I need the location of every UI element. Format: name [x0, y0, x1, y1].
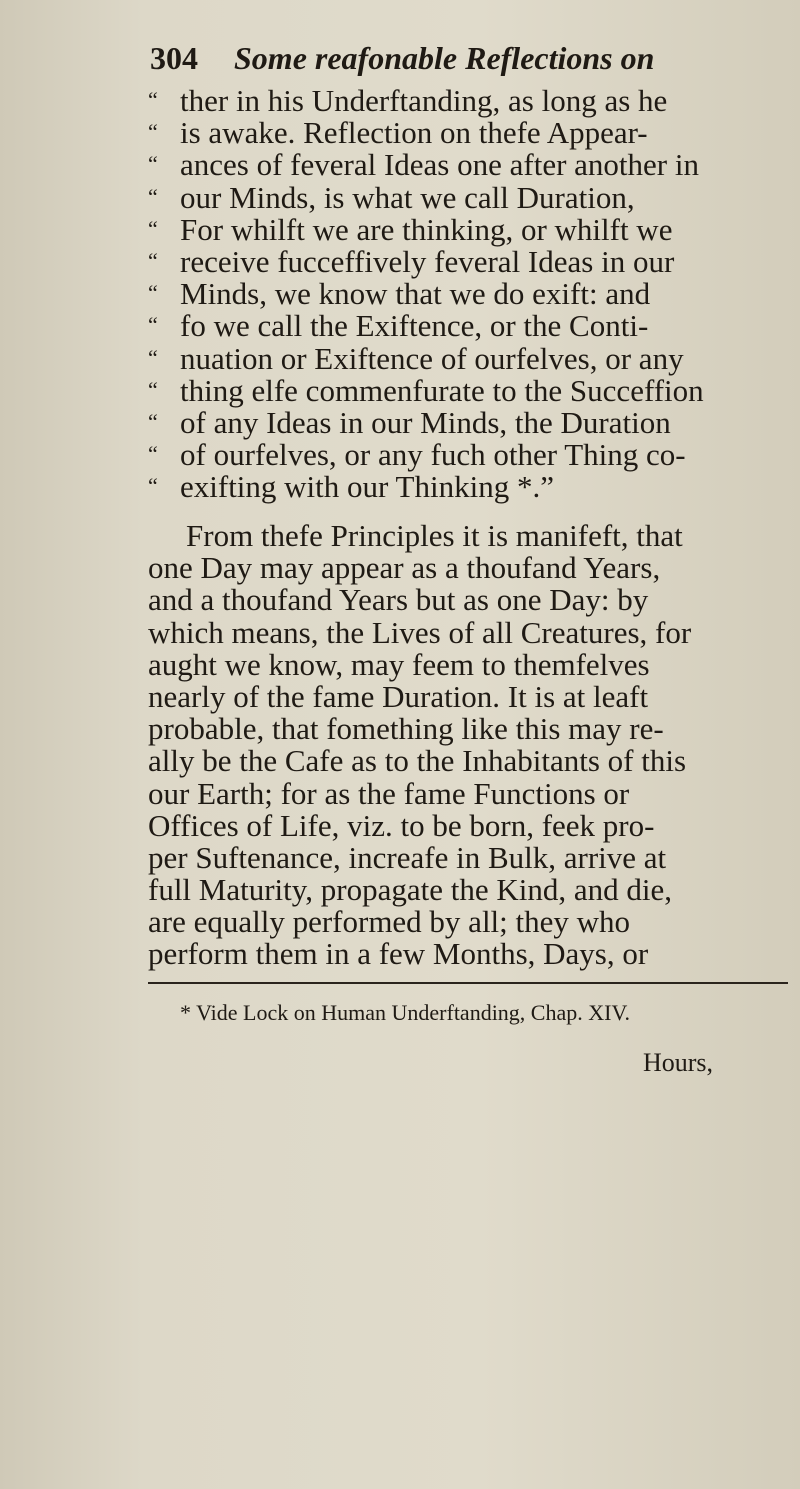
footnote: * Vide Lock on Human Underftanding, Chap. XIV. [180, 1000, 631, 1025]
quote-line: “ our Minds, is what we call Duration, [148, 179, 635, 215]
quote-mark: “ [148, 312, 158, 338]
paragraph-line: are equally performed by all; they who [148, 904, 631, 940]
quote-mark: “ [148, 119, 158, 145]
quote-line: “ For whilft we are thinking, or whilft we [148, 211, 673, 247]
quote-line: “ receive fucceffively feveral Ideas in our [148, 243, 675, 279]
quote-line: “ exifting with our Thinking *.” [148, 469, 554, 505]
quote-mark: “ [148, 473, 158, 499]
quote-mark: “ [148, 280, 158, 306]
quote-line: “ of ourfelves, or any fuch other Thing co- [148, 437, 686, 473]
quote-line: “ Minds, we know that we do exift: and [148, 276, 651, 312]
paragraph-line: one Day may appear as a thoufand Years, [148, 550, 661, 586]
quote-mark: “ [148, 183, 158, 209]
running-title: Some reafonable Reflections on [234, 40, 655, 76]
quote-mark: “ [148, 247, 158, 273]
paragraph-line: probable, that fomething like this may re- [148, 711, 664, 747]
quote-mark: “ [148, 441, 158, 467]
quote-line: “ fo we call the Exiftence, or the Conti- [148, 308, 649, 344]
quote-mark: “ [148, 87, 158, 112]
page-number: 304 [150, 40, 198, 76]
paragraph-line: From thefe Principles it is manifeft, that [186, 518, 683, 553]
page-header [150, 40, 770, 84]
quoted-passage [148, 83, 778, 505]
quote-line: “ of any Ideas in our Minds, the Duration [148, 404, 671, 440]
quote-mark: “ [148, 215, 158, 241]
paragraph-line: nearly of the fame Duration. It is at leaft [148, 678, 649, 714]
quote-mark: “ [148, 151, 158, 177]
paragraph-line: full Maturity, propagate the Kind, and die, [148, 872, 672, 908]
body-paragraph [148, 520, 788, 971]
paragraph-line: ally be the Cafe as to the Inhabitants of this [148, 743, 687, 779]
paragraph-line: Offices of Life, viz. to be born, feek pro- [148, 807, 655, 843]
quote-line: “ ther in his Underftanding, as long as he [148, 83, 668, 118]
quote-mark: “ [148, 376, 158, 402]
footnote-divider [148, 982, 788, 984]
quote-line: “ ances of feveral Ideas one after another in [148, 147, 699, 183]
quote-line: “ thing elfe commenfurate to the Succeffion [148, 372, 704, 408]
paragraph-line: aught we know, may feem to themfelves [148, 646, 650, 682]
paragraph-line: perform them in a few Months, Days, or [148, 936, 649, 972]
quote-line: “ nuation or Exiftence of ourfelves, or any [148, 340, 684, 376]
quote-line: “ is awake. Reflection on thefe Appear- [148, 115, 648, 151]
quote-mark: “ [148, 344, 158, 370]
paragraph-line: which means, the Lives of all Creatures, for [148, 614, 692, 650]
quote-mark: “ [148, 408, 158, 434]
paragraph-line: our Earth; for as the fame Functions or [148, 775, 630, 811]
paragraph-line: per Suftenance, increafe in Bulk, arrive at [148, 839, 667, 875]
paragraph-line: and a thoufand Years but as one Day: by [148, 582, 649, 618]
catchword: Hours, [643, 1048, 714, 1077]
